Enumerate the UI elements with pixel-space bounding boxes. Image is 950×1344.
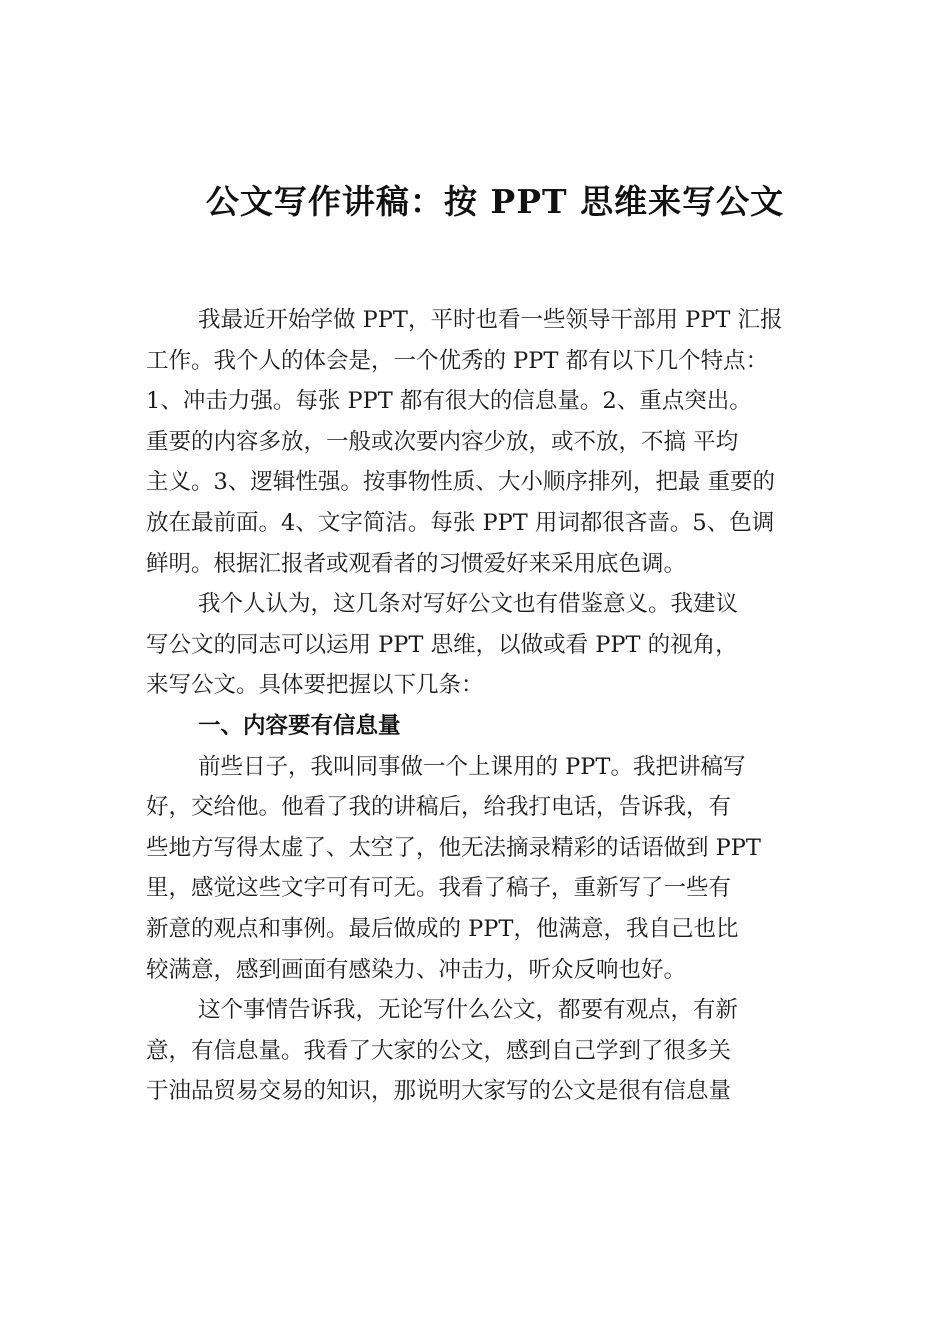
paragraph-line: 写公文的同志可以运用 PPT 思维，以做或看 PPT 的视角， — [146, 631, 738, 658]
paragraph-line: 我个人认为，这几条对写好公文也有借鉴意义。我建议 — [198, 591, 739, 618]
document-title: 公文写作讲稿：按 PPT 思维来写公文 — [205, 182, 785, 221]
paragraph-line: 来写公文。具体要把握以下几条： — [146, 672, 484, 699]
paragraph-line: 较满意，感到画面有感染力、冲击力，听众反响也好。 — [146, 956, 687, 983]
paragraph-line: 这个事情告诉我，无论写什么公文，都要有观点，有新 — [198, 997, 739, 1024]
paragraph-line: 主义。3、逻辑性强。按事物性质、大小顺序排列，把最 重要的 — [146, 469, 775, 496]
paragraph-line: 1、冲击力强。每张 PPT 都有很大的信息量。2、重点突出。 — [146, 388, 752, 415]
paragraph-line: 里，感觉这些文字可有可无。我看了稿子，重新写了一些有 — [146, 875, 732, 902]
paragraph-line: 放在最前面。4、文字简洁。每张 PPT 用词都很吝啬。5、色调 — [146, 509, 775, 536]
paragraph-line: 新意的观点和事例。最后做成的 PPT，他满意，我自己也比 — [146, 915, 739, 942]
paragraph-line: 工作。我个人的体会是，一个优秀的 PPT 都有以下几个特点： — [146, 347, 769, 374]
paragraph-line: 鲜明。根据汇报者或观看者的习惯爱好来采用底色调。 — [146, 550, 687, 577]
paragraph-line: 意，有信息量。我看了大家的公文，感到自己学到了很多关 — [146, 1037, 732, 1064]
paragraph-line: 我最近开始学做 PPT，平时也看一些领导干部用 PPT 汇报 — [198, 307, 783, 333]
paragraph-line: 些地方写得太虚了、太空了，他无法摘录精彩的话语做到 PPT — [146, 834, 761, 861]
document-body — [146, 300, 836, 1112]
paragraph-line: 前些日子，我叫同事做一个上课用的 PPT。我把讲稿写 — [198, 753, 746, 780]
paragraph-line: 重要的内容多放，一般或次要内容少放，或不放，不搞 平均 — [146, 428, 739, 455]
paragraph-line: 好，交给他。他看了我的讲稿后，给我打电话，告诉我，有 — [146, 794, 732, 821]
section-heading: 一、内容要有信息量 — [198, 712, 401, 739]
paragraph-line: 于油品贸易交易的知识，那说明大家写的公文是很有信息量 — [146, 1078, 732, 1105]
